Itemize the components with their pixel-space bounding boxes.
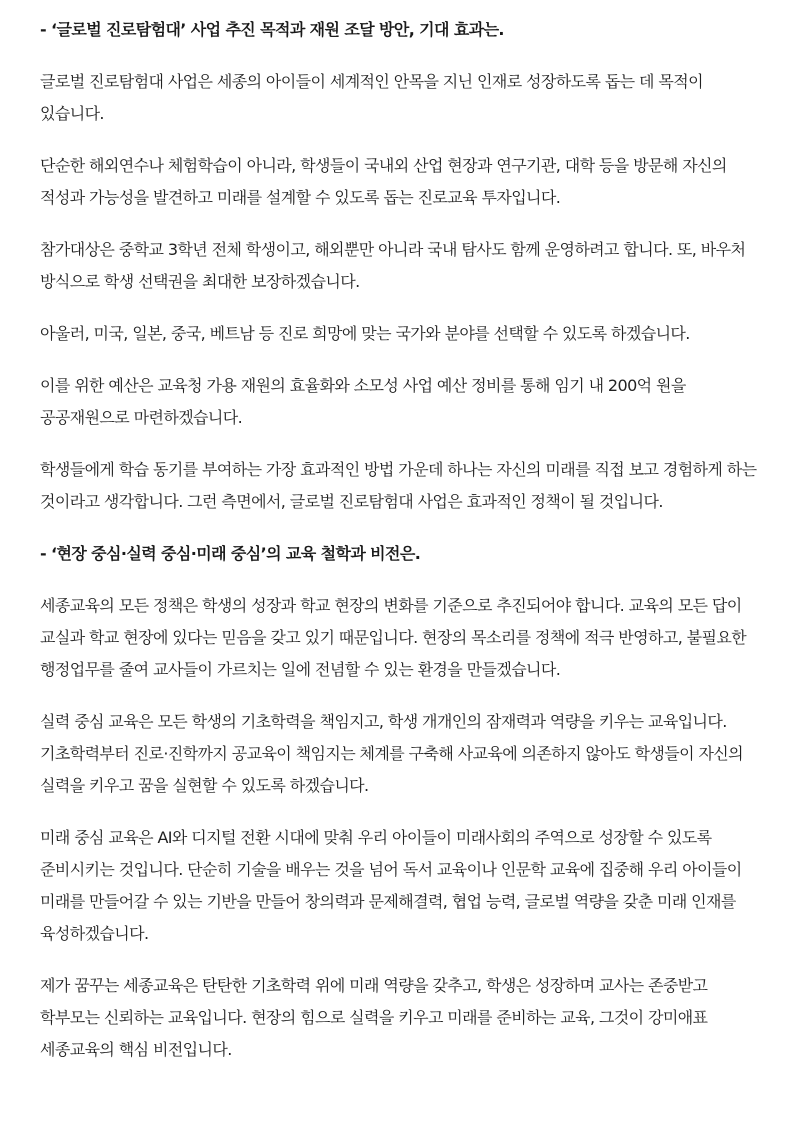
paragraph: 아울러, 미국, 일본, 중국, 베트남 등 진로 희망에 맞는 국가와 분야를 선택할 수 있도록 하겠습니다. (40, 324, 690, 343)
paragraph: 글로벌 진로탐험대 사업은 세종의 아이들이 세계적인 안목을 지닌 인재로 성장하도록 돕는 데 목적이 있습니다. (40, 72, 703, 123)
section-heading-global-career: - ‘글로벌 진로탐험대’ 사업 추진 목적과 재원 조달 방안, 기대 효과는. (40, 20, 504, 39)
section-heading-education-vision: - ‘현장 중심·실력 중심·미래 중심’의 교육 철학과 비전은. (40, 544, 421, 563)
article-body (40, 14, 758, 1066)
paragraph: 참가대상은 중학교 3학년 전체 학생이고, 해외뿐만 아니라 국내 탐사도 함께 운영하려고 합니다. 또, 바우처 방식으로 학생 선택권을 최대한 보장하겠습니다. (40, 240, 746, 291)
paragraph: 미래 중심 교육은 AI와 디지털 전환 시대에 맞춰 우리 아이들이 미래사회의 주역으로 성장할 수 있도록 준비시키는 것입니다. 단순히 기술을 배우는 것을 넘어 독서 교육이나 인문학 교육에 집중해 우리 아이들이 미래를 만들어갈 수 있는 기반을 만들어 창의력과 문제해결력, 협업 능력, 글로벌 역량을 갖춘 미래 인재를 육성하겠습니다. (40, 828, 742, 943)
paragraph: 실력 중심 교육은 모든 학생의 기초학력을 책임지고, 학생 개개인의 잠재력과 역량을 키우는 교육입니다. 기초학력부터 진로·진학까지 공교육이 책임지는 체계를 구축해 사교육에 의존하지 않아도 학생들이 자신의 실력을 키우고 꿈을 실현할 수 있도록 하겠습니다. (40, 712, 744, 795)
paragraph: 세종교육의 모든 정책은 학생의 성장과 학교 현장의 변화를 기준으로 추진되어야 합니다. 교육의 모든 답이 교실과 학교 현장에 있다는 믿음을 갖고 있기 때문입니다. 현장의 목소리를 정책에 적극 반영하고, 불필요한 행정업무를 줄여 교사들이 가르치는 일에 전념할 수 있는 환경을 만들겠습니다. (40, 596, 747, 679)
paragraph: 이를 위한 예산은 교육청 가용 재원의 효율화와 소모성 사업 예산 정비를 통해 임기 내 200억 원을 공공재원으로 마련하겠습니다. (40, 376, 686, 427)
paragraph: 학생들에게 학습 동기를 부여하는 가장 효과적인 방법 가운데 하나는 자신의 미래를 직접 보고 경험하게 하는 것이라고 생각합니다. 그런 측면에서, 글로벌 진로탐험대 사업은 효과적인 정책이 될 것입니다. (40, 460, 757, 511)
paragraph: 단순한 해외연수나 체험학습이 아니라, 학생들이 국내외 산업 현장과 연구기관, 대학 등을 방문해 자신의 적성과 가능성을 발견하고 미래를 설계할 수 있도록 돕는 진로교육 투자입니다. (40, 156, 727, 207)
paragraph: 제가 꿈꾸는 세종교육은 탄탄한 기초학력 위에 미래 역량을 갖추고, 학생은 성장하며 교사는 존중받고 학부모는 신뢰하는 교육입니다. 현장의 힘으로 실력을 키우고 미래를 준비하는 교육, 그것이 강미애표 세종교육의 핵심 비전입니다. (40, 976, 708, 1059)
